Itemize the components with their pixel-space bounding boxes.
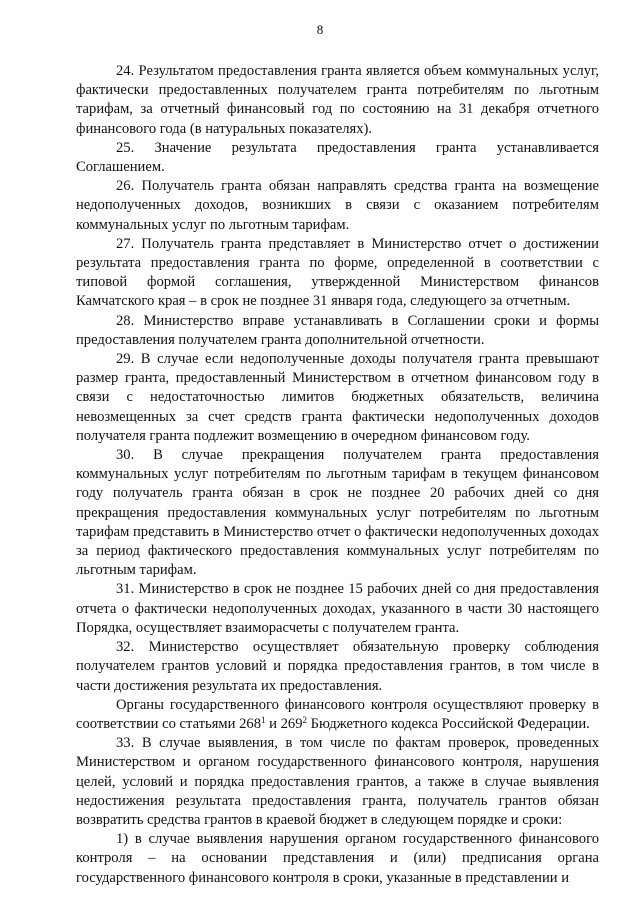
paragraph-27: 27. Получатель гранта представляет в Министерство отчет о достижении результата предоставления гранта по форме, определенной в соответствии с типовой формой соглашения, утвержденной Министерством финансов Камчатского края – в срок не позднее 31 января года, следующего за отчетным. [76, 235, 599, 310]
control-text-start: Органы государственного финансового контроля осуществляют проверку в соответствии со статьями 268 [76, 696, 599, 732]
paragraph-financial-control [76, 696, 599, 734]
paragraph-29: 29. В случае если недополученные доходы получателя гранта превышают размер гранта, предоставленный Министерством в отчетном финансовом году в связи с недостаточностью лимитов бюджетных обязательств, величина невозмещенных за счет средств гранта фактически недополученных доходов получателя гранта подлежит возмещению в очередном финансовом году. [76, 351, 599, 444]
paragraph-30: 30. В случае прекращения получателем гранта предоставления коммунальных услуг потребителям по льготным тарифам в текущем финансовом году получатель гранта обязан в срок не позднее 20 рабочих дней со дня прекращения предоставления коммунальных услуг потребителям по льготным тарифам представить в Министерство отчет о фактически недополученных доходах за период фактического предоставления коммунальных услуг потребителям по льготным тарифам. [76, 447, 600, 579]
page-number: 8 [316, 22, 324, 37]
paragraph-28: 28. Министерство вправе устанавливать в Соглашении сроки и формы предоставления получателем гранта дополнительной отчетности. [76, 312, 599, 348]
paragraph-26: 26. Получатель гранта обязан направлять средства гранта на возмещение недополученных доходов, возникших в связи с оказанием потребителям коммунальных услуг по льготным тарифам. [76, 178, 599, 233]
paragraph-33-item-1: 1) в случае выявления нарушения органом государственного финансового контроля – на основании представления и (или) предписания органа государственного финансового контроля в сроки, указанные в представлении и [76, 831, 599, 886]
paragraph-33: 33. В случае выявления, в том числе по фактам проверок, проведенных Министерством и органом государственного финансового контроля, нарушения целей, условий и порядка предоставления грантов, а также в случае выявления недостижения результата предоставления гранта, получатель грантов обязан возвратить средства грантов в краевой бюджет в следующем порядке и сроки: [76, 735, 599, 828]
superscript-2: 2 [302, 714, 307, 725]
control-text-end: Бюджетного кодекса Российской Федерации. [307, 715, 590, 732]
control-text-middle: и 269 [265, 715, 303, 732]
superscript-1: 1 [261, 714, 266, 725]
paragraph-31: 31. Министерство в срок не позднее 15 рабочих дней со дня предоставления отчета о фактически недополученных доходах, указанного в части 30 настоящего Порядка, осуществляет взаиморасчеты с получателем гранта. [76, 581, 599, 636]
paragraph-25: 25. Значение результата предоставления гранта устанавливается Соглашением. [76, 139, 599, 176]
paragraph-24: 24. Результатом предоставления гранта является объем коммунальных услуг, фактически предоставленных получателем гранта потребителям по льготным тарифам, за отчетный финансовый год по состоянию на 31 декабря отчетного финансового года (в натуральных показателях). [76, 63, 599, 137]
document-body [76, 62, 599, 888]
paragraph-32: 32. Министерство осуществляет обязательную проверку соблюдения получателем грантов условий и порядка предоставления грантов, в том числе в части достижения результата их предоставления. [76, 639, 599, 694]
